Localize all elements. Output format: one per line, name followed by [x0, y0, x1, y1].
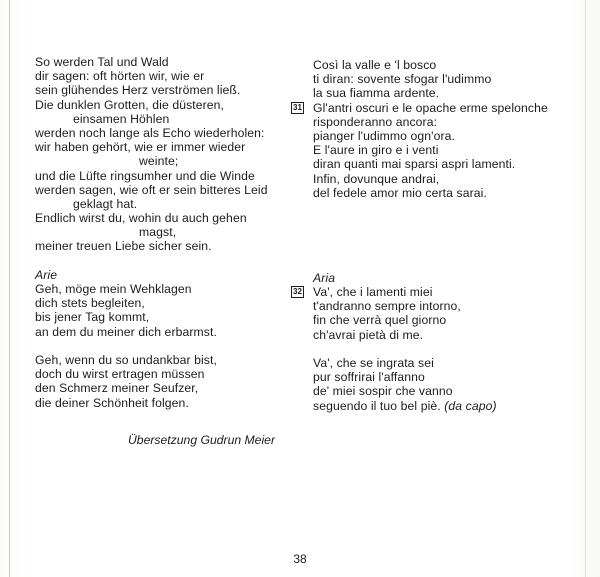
- text-line: So werden Tal und Wald: [35, 55, 169, 69]
- text-line: dich stets begleiten,: [35, 296, 145, 311]
- page-number: 38: [293, 552, 307, 566]
- text-line: E l'aure in giro e i venti: [313, 143, 439, 158]
- page-edge-line: [585, 0, 586, 577]
- text-line: Infin, dovunque andrai,: [313, 171, 440, 186]
- italian-recitative-stanza: [293, 58, 573, 200]
- text-line: magst,: [139, 225, 177, 240]
- text-line: t'andranno sempre intorno,: [313, 299, 461, 314]
- italian-text-column: [293, 58, 573, 413]
- text-line: [293, 100, 573, 115]
- text-line: pianger l'udimmo ogn'ora.: [313, 128, 455, 143]
- text-line: bis jener Tag kommt,: [35, 310, 150, 325]
- text-line: Va', che se ingrata sei: [313, 356, 434, 370]
- text-line: an dem du meiner dich erbarmst.: [35, 324, 217, 339]
- text-line: meiner treuen Liebe sicher sein.: [35, 239, 212, 254]
- text-line: Endlich wirst du, wohin du auch gehen: [35, 211, 247, 226]
- text-line: del fedele amor mio certa sarai.: [313, 185, 487, 200]
- german-aria-stanza-1: [35, 282, 290, 339]
- text-line: und die Lüfte ringsumher und die Winde: [35, 168, 255, 183]
- text-line: weinte;: [139, 154, 179, 169]
- text-line: Così la valle e 'l bosco: [313, 58, 437, 72]
- text-line: ch'avrai pietà di me.: [313, 327, 424, 342]
- translator-credit: Übersetzung Gudrun Meier: [128, 433, 275, 447]
- german-text-column: [35, 55, 290, 410]
- text-line: Die dunklen Grotten, die düsteren,: [35, 97, 225, 112]
- text-line: risponderanno ancora:: [313, 114, 438, 129]
- text-line-content: seguendo il tuo bel piè.: [313, 398, 441, 413]
- italian-aria-stanza-2: [313, 356, 573, 413]
- aria-heading: Aria: [313, 270, 336, 285]
- page-gutter-line: [9, 0, 10, 577]
- text-line: sein glühendes Herz verströmen ließ.: [35, 83, 241, 98]
- track-marker-32: 32: [293, 287, 303, 297]
- text-line: werden sagen, wie oft er sein bitteres Leid: [35, 182, 268, 197]
- text-line: [313, 399, 573, 413]
- da-capo-note: (da capo): [444, 398, 497, 413]
- text-line-content: Gl'antri oscuri e le opache erme spelonche: [313, 100, 548, 115]
- text-line: [293, 285, 573, 300]
- text-line: pur soffrirai l'affanno: [313, 370, 425, 385]
- text-line: fin che verrà quel giorno: [313, 313, 447, 328]
- german-aria-stanza-2: [35, 353, 290, 410]
- text-line: wir haben gehört, wie er immer wieder: [35, 140, 246, 155]
- german-recitative-stanza: [35, 55, 290, 254]
- track-marker-31: 31: [293, 102, 303, 112]
- text-line: einsamen Höhlen: [73, 111, 170, 126]
- text-line: geklagt hat.: [73, 196, 138, 211]
- text-line: diran quanti mai sparsi aspri lamenti.: [313, 157, 516, 172]
- text-line-content: Va', che i lamenti miei: [313, 285, 433, 300]
- text-line: dir sagen: oft hörten wir, wie er: [35, 69, 205, 84]
- text-line: werden noch lange als Echo wiederholen:: [35, 125, 265, 140]
- aria-heading: Arie: [35, 267, 58, 282]
- text-line: die deiner Schönheit folgen.: [35, 395, 189, 410]
- text-line: ti diran: sovente sfogar l'udimmo: [313, 72, 492, 87]
- italian-aria-stanza-1: [293, 285, 573, 342]
- text-line: Geh, wenn du so undankbar bist,: [35, 352, 217, 367]
- text-line: de' miei sospir che vanno: [313, 384, 453, 399]
- text-line: den Schmerz meiner Seufzer,: [35, 381, 199, 396]
- text-line: la sua fiamma ardente.: [313, 86, 440, 101]
- text-line: doch du wirst ertragen müssen: [35, 367, 205, 382]
- text-line: Geh, möge mein Wehklagen: [35, 282, 192, 296]
